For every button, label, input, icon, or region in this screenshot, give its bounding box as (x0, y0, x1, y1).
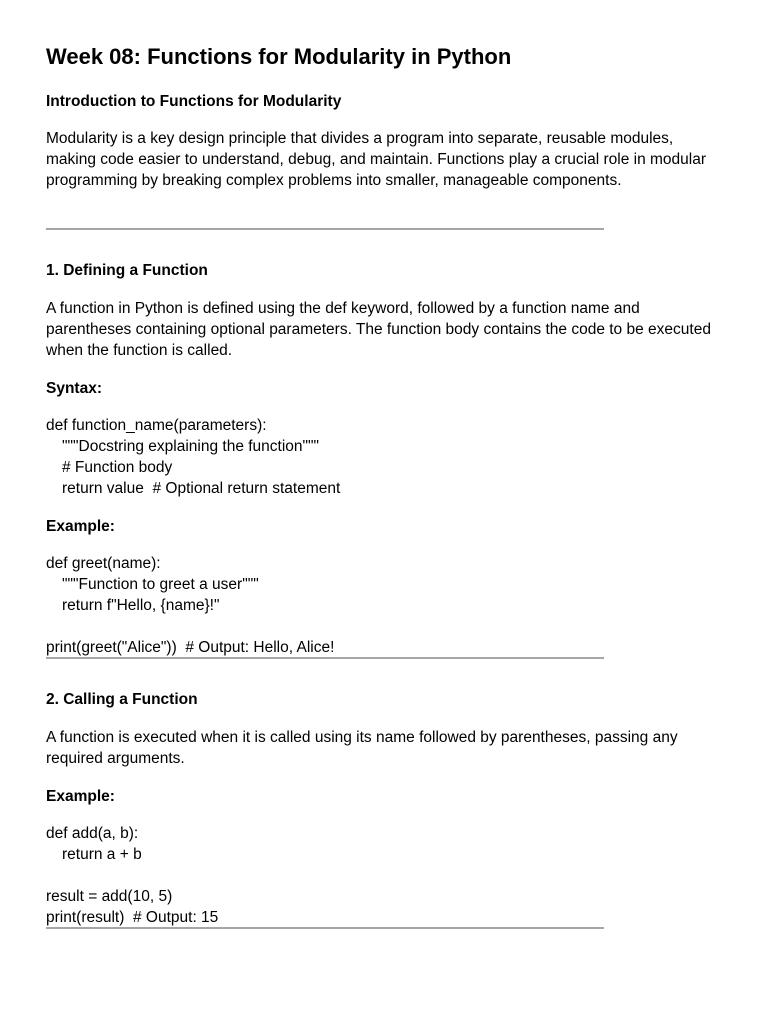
intro-paragraph: Modularity is a key design principle that divides a program into separate, reusable modules, making code easier to understand, debug, and maintain. Functions play a crucial role in modular programming by breaking complex problems into smaller, manageable components. (46, 130, 706, 189)
example-label: Example: (46, 518, 115, 535)
section1-heading: 1. Defining a Function (46, 262, 208, 279)
section2-paragraph: A function is executed when it is called using its name followed by parentheses, passing any required arguments. (46, 729, 678, 767)
example-code-block (46, 823, 218, 928)
code-line: """Function to greet a user""" (62, 576, 259, 593)
code-line: def greet(name): (46, 555, 161, 572)
page-title: Week 08: Functions for Modularity in Python (46, 44, 512, 69)
code-line: def add(a, b): (46, 825, 139, 842)
section-divider (46, 228, 604, 230)
example-code-block (46, 553, 334, 658)
code-line: # Function body (62, 459, 173, 476)
code-line: return value # Optional return statement (62, 480, 341, 497)
code-line: print(result) # Output: 15 (46, 909, 219, 926)
code-line: """Docstring explaining the function""" (62, 438, 320, 455)
code-line: print(greet("Alice")) # Output: Hello, Alice! (46, 639, 335, 656)
section1-paragraph: A function in Python is defined using the def keyword, followed by a function name and parentheses containing optional parameters. The function body contains the code to be executed when the function is called. (46, 300, 711, 359)
code-line: def function_name(parameters): (46, 417, 267, 434)
section2-heading: 2. Calling a Function (46, 691, 198, 708)
syntax-label: Syntax: (46, 380, 102, 397)
code-line: return f"Hello, {name}!" (62, 597, 220, 614)
section-divider (46, 927, 604, 929)
intro-heading: Introduction to Functions for Modularity (46, 93, 342, 110)
section-divider (46, 657, 604, 659)
code-line: result = add(10, 5) (46, 888, 173, 905)
code-line: return a + b (62, 846, 142, 863)
syntax-code-block (46, 415, 340, 499)
example-label: Example: (46, 788, 115, 805)
